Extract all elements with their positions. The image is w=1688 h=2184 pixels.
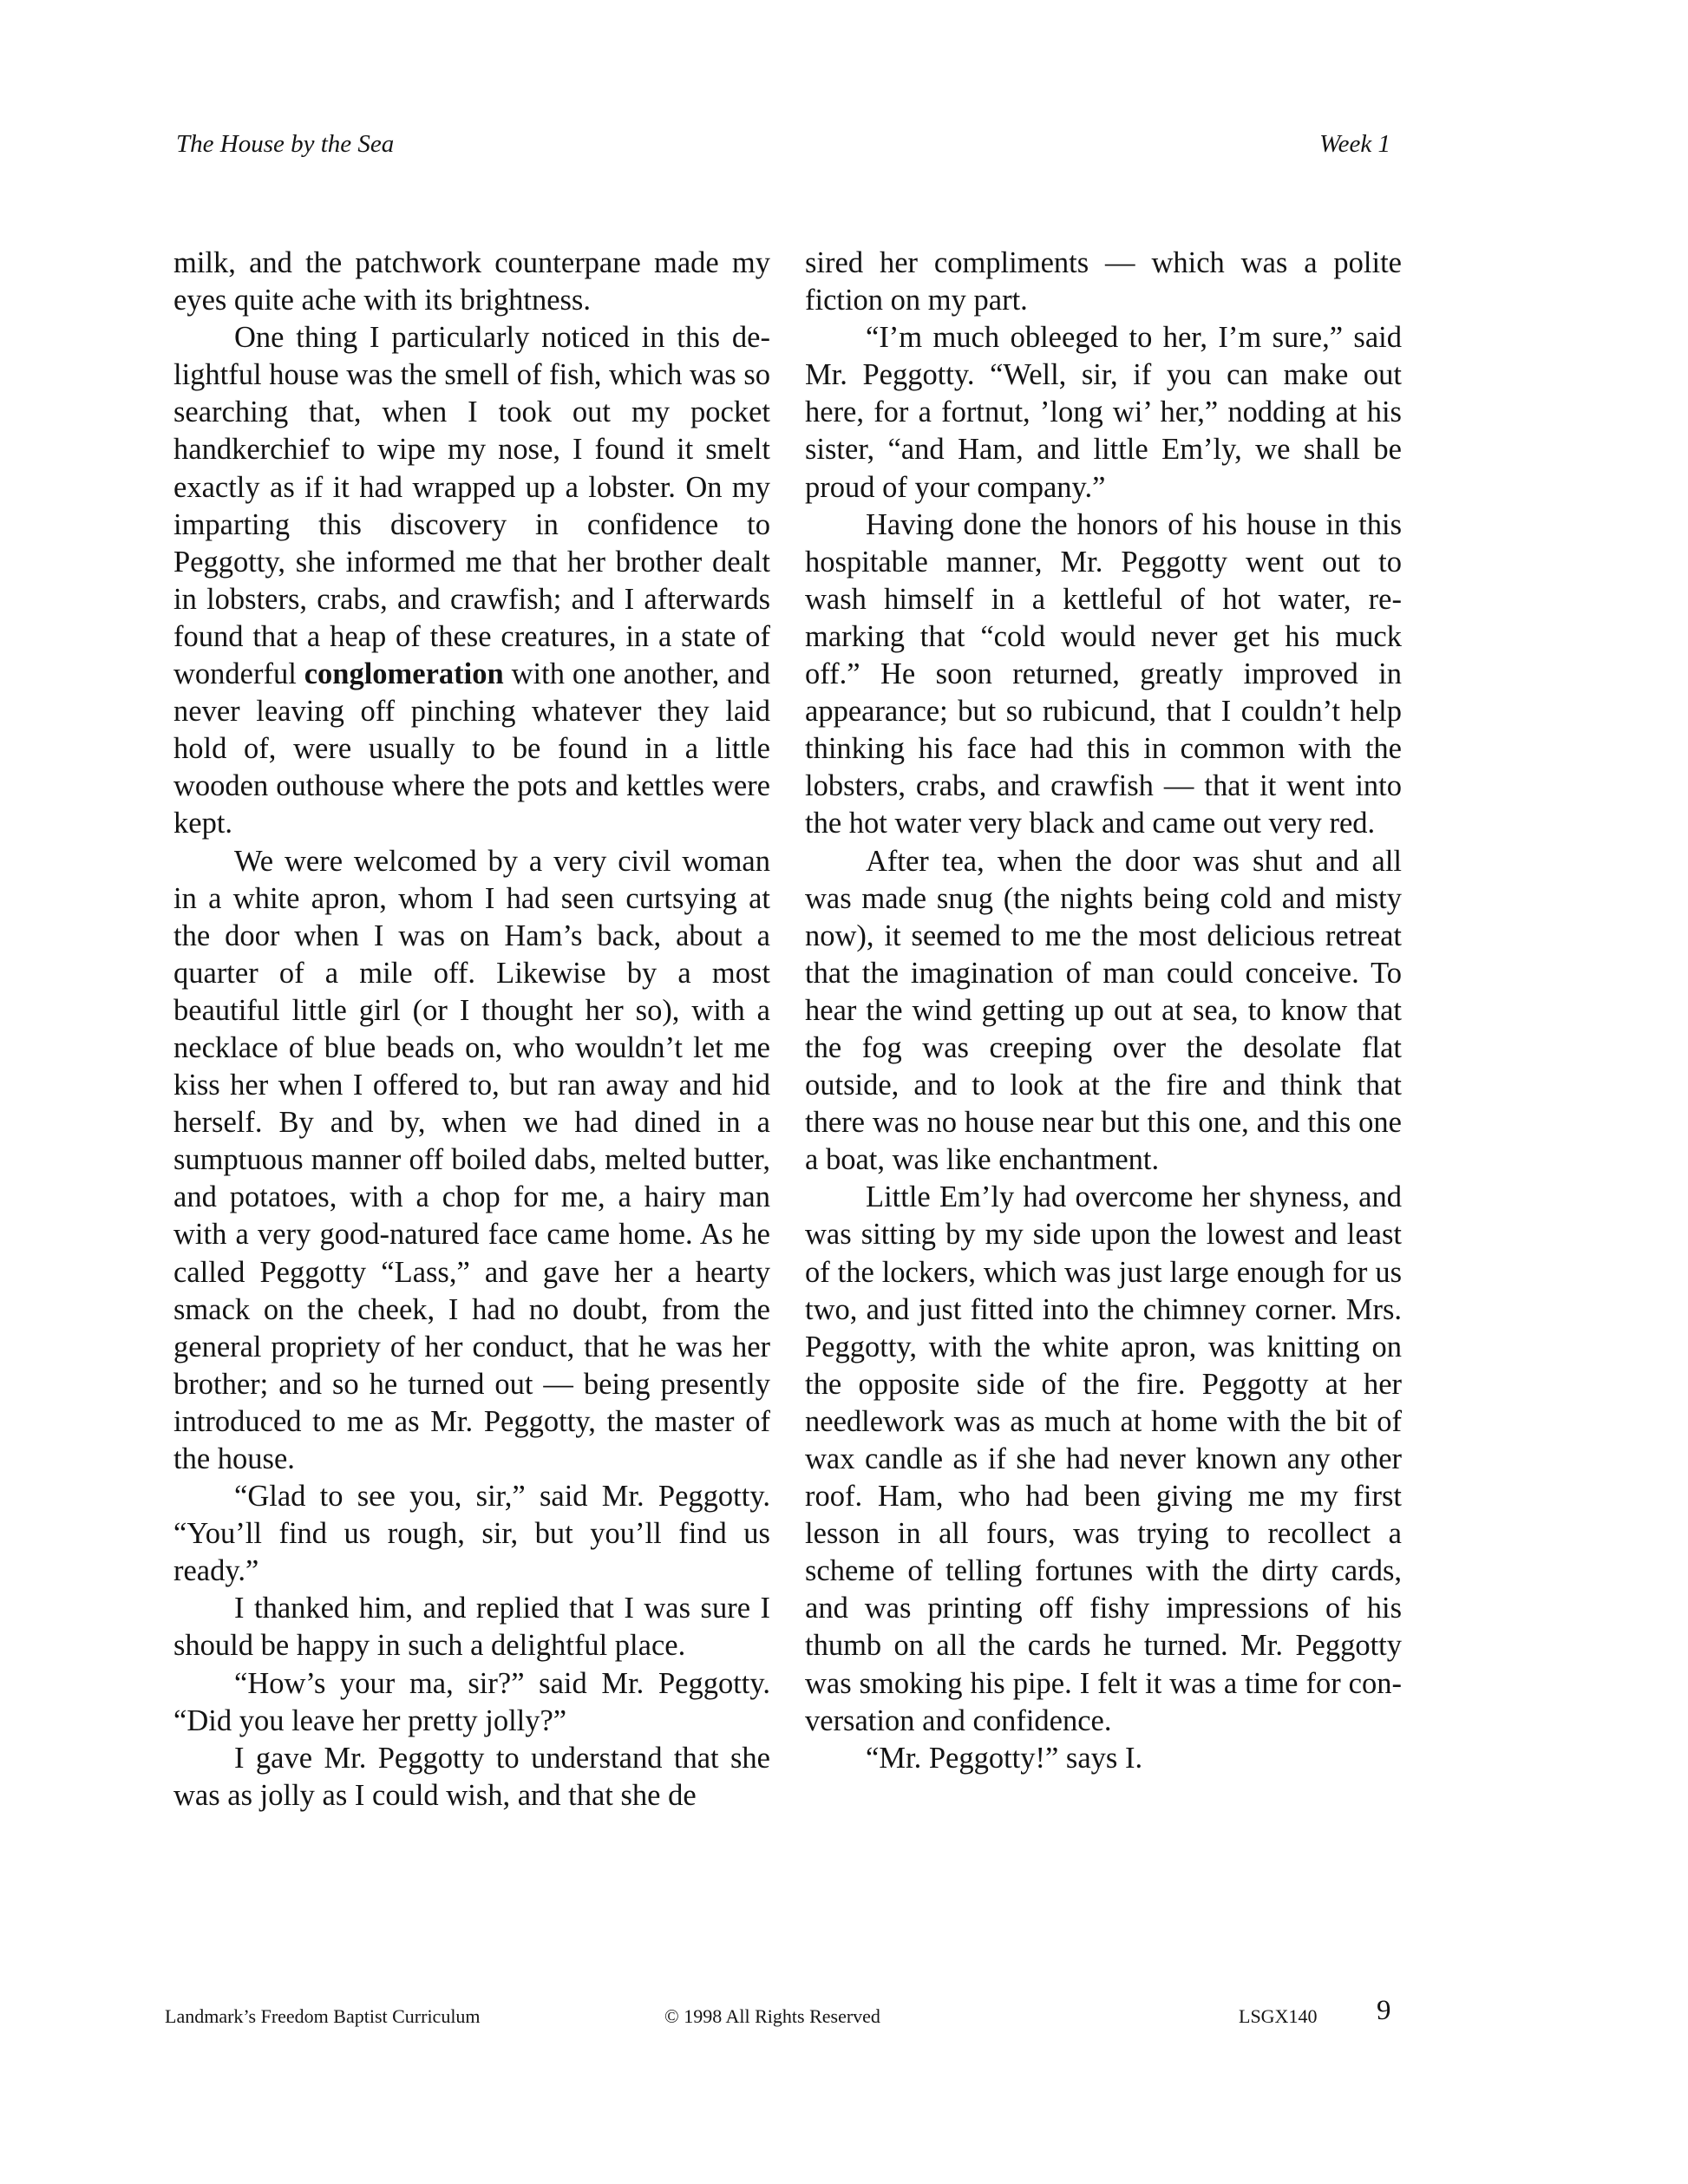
- paragraph: I thanked him, and replied that I was sure I should be happy in such a delightful place.: [173, 1592, 770, 1663]
- page-footer: [165, 1995, 1397, 2038]
- left-column: [173, 245, 770, 1815]
- right-column: [805, 245, 1402, 1777]
- paragraph-text: One thing I particularly noticed in this delightful house was the smell of fish, which was so searching that, when I took out my pocket handkerchief to wipe my nose, I found it smelt exactly as if it had wrapped up a lobster. On my imparting this discovery in confidence to Peggotty, she informed me that her brother dealt in lobsters, crabs, and crawfish; and I afterwards found that a heap of these creatures, in a state of wonderful: [173, 321, 770, 691]
- paragraph: “Glad to see you, sir,” said Mr. Peggotty. “You’ll find us rough, sir, but you’ll find us ready.”: [173, 1480, 770, 1588]
- paragraph-text: with one another, and never leaving off pinching whatever they laid hold of, were usually to be found in a little wooden outhouse where the pots and kettles were kept.: [173, 657, 771, 840]
- paragraph: milk, and the patchwork counterpane made my eyes quite ache with its brightness.: [173, 246, 770, 317]
- paragraph: Having done the honors of his house in this hospitable manner, Mr. Peggotty went out to wash himself in a kettleful of hot water, remarking that “cold would never get his muck off.” He soon returned, greatly improved in appearance; but so rubicund, that I couldn’t help thinking his face had this in common with the lobsters, crabs, and crawfish — that it went into the hot water very black and came out very red.: [805, 507, 1402, 840]
- paragraph: I gave Mr. Peggotty to understand that she was as jolly as I could wish, and that she de: [173, 1741, 770, 1812]
- publisher-name: Landmark’s Freedom Baptist Curriculum: [165, 2005, 481, 2027]
- book-title: The House by the Sea: [176, 130, 395, 158]
- paragraph: After tea, when the door was shut and all was made snug (the nights being cold and misty now), it seemed to me the most delicious retreat that the imagination of man could conceive. To hear the wind getting up out at sea, to know that the fog was creeping over the desolate flat outside, and to look at the fire and think that there was no house near but this one, and this one a boat, was like enchantment.: [805, 844, 1402, 1177]
- week-label: Week 1: [1319, 130, 1390, 158]
- paragraph: “I’m much obleeged to her, I’m sure,” said Mr. Peggotty. “Well, sir, if you can make out here, for a fortnut, ’long wi’ her,” nodding at his sister, “and Ham, and little Em’ly, we shall be proud of your company.”: [805, 321, 1402, 504]
- paragraph: “Mr. Peggotty!” says I.: [866, 1741, 1143, 1775]
- paragraph: Little Em’ly had overcome her shyness, and was sitting by my side upon the lowest and least of the lockers, which was just large enough for us two, and just fitted into the chimney corner. Mrs. Peggotty, with the white apron, was knitting on the opposite side of the fire. Peggotty at her needlework was as much at home with the bit of wax candle as if she had never known any other roof. Ham, who had been giving me my first lesson in all fours, was trying to recollect a scheme of telling fortunes with the dirty cards, and was printing off fishy impressions of his thumb on all the cards he turned. Mr. Peggotty was smoking his pipe. I felt it was a time for conversation and confidence.: [805, 1180, 1402, 1737]
- page-number: 9: [1377, 1995, 1391, 2026]
- vocabulary-word: conglomeration: [304, 657, 504, 691]
- copyright-notice: © 1998 All Rights Reserved: [664, 2005, 880, 2027]
- paragraph: “How’s your ma, sir?” said Mr. Peggotty. “Did you leave her pretty jolly?”: [173, 1666, 770, 1737]
- paragraph: sired her compliments — which was a polite fiction on my part.: [805, 246, 1402, 317]
- paragraph: We were welcomed by a very civil woman in a white apron, whom I had seen curtsying at the door when I was on Ham’s back, about a quarter of a mile off. Likewise by a most beautiful little girl (or I thought her so), with a necklace of blue beads on, who wouldn’t let me kiss her when I offered to, but ran away and hid herself. By and by, when we had dined in a sumptuous manner off boiled dabs, melted butter, and potatoes, with a chop for me, a hairy man with a very good-natured face came home. As he called Peggotty “Lass,” and gave her a hearty smack on the cheek, I had no doubt, from the general propriety of her conduct, that he was her brother; and so he turned out — being presently introduced to me as Mr. Peggotty, the master of the house.: [173, 844, 770, 1475]
- paragraph: [173, 319, 770, 842]
- page-header: [176, 130, 1390, 168]
- course-code: LSGX140: [1239, 2005, 1318, 2027]
